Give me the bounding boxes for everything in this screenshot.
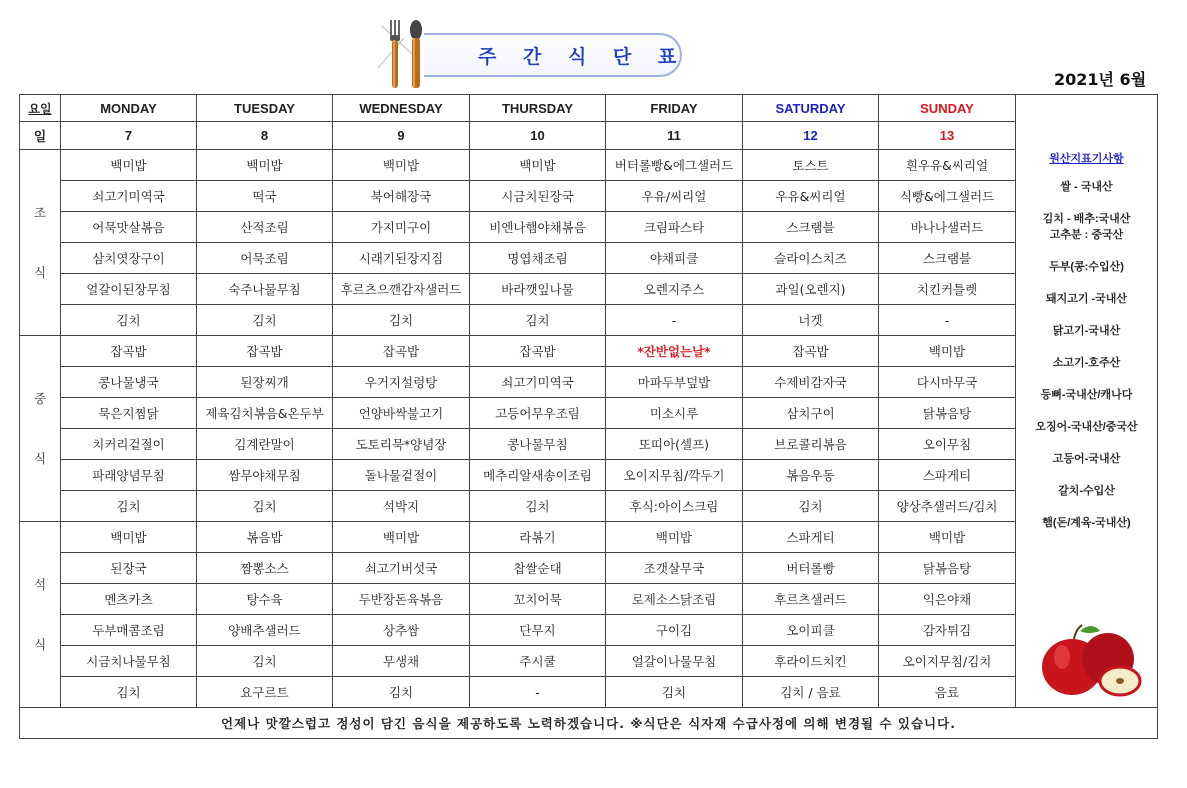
menu-item: 과일(오렌지) [743, 274, 879, 305]
menu-item: 바나나샐러드 [879, 212, 1016, 243]
menu-item: 가지미구이 [333, 212, 470, 243]
menu-item: 찹쌀순대 [470, 553, 606, 584]
menu-item: 멘츠카츠 [61, 584, 197, 615]
table-row [20, 398, 1158, 429]
menu-item: 오이피클 [743, 615, 879, 646]
menu-item: 김치 [743, 491, 879, 522]
table-row [20, 646, 1158, 677]
menu-item: 김계란말이 [197, 429, 333, 460]
table-row [20, 584, 1158, 615]
menu-item: 양상추샐러드/김치 [879, 491, 1016, 522]
menu-item: 언양바싹불고기 [333, 398, 470, 429]
menu-item: 슬라이스치즈 [743, 243, 879, 274]
menu-item: 조갯살무국 [606, 553, 743, 584]
table-row [20, 522, 1158, 553]
meal-label-char: 중 [33, 390, 47, 406]
menu-item: 후르츠샐러드 [743, 584, 879, 615]
menu-item: 백미밥 [61, 150, 197, 181]
menu-item: 잡곡밥 [743, 336, 879, 367]
menu-item: 짬뽕소스 [197, 553, 333, 584]
menu-item: 익은야채 [879, 584, 1016, 615]
table-row [20, 429, 1158, 460]
menu-item: 볶음밥 [197, 522, 333, 553]
menu-item: 얼갈이나물무침 [606, 646, 743, 677]
origin-item: 두부(콩:수입산) [1049, 261, 1124, 273]
menu-item: 백미밥 [333, 522, 470, 553]
day-date: 11 [606, 122, 743, 150]
menu-item: 백미밥 [470, 150, 606, 181]
menu-item: 후르츠으깬감자샐러드 [333, 274, 470, 305]
menu-item: 김치 [61, 677, 197, 708]
lunch-label [20, 336, 61, 522]
menu-item: 잡곡밥 [61, 336, 197, 367]
menu-item: 명엽채조림 [470, 243, 606, 274]
menu-item: 떡국 [197, 181, 333, 212]
menu-item: - [879, 305, 1016, 336]
menu-item: 김치 [606, 677, 743, 708]
day-date: 10 [470, 122, 606, 150]
menu-item: 잡곡밥 [470, 336, 606, 367]
menu-item: 삼치구이 [743, 398, 879, 429]
menu-item: 스크램블 [743, 212, 879, 243]
menu-item: 볶음우동 [743, 460, 879, 491]
page-title: 주 간 식 단 표 [478, 46, 687, 68]
menu-item: 북어해장국 [333, 181, 470, 212]
menu-item: 버터롤빵&에그샐러드 [606, 150, 743, 181]
menu-item: 닭볶음탕 [879, 553, 1016, 584]
menu-item: 된장국 [61, 553, 197, 584]
menu-item: 백미밥 [61, 522, 197, 553]
menu-item: 김치 [61, 305, 197, 336]
day-name-tuesday: TUESDAY [197, 95, 333, 122]
menu-item: 구이김 [606, 615, 743, 646]
table-row [20, 491, 1158, 522]
day-name-thursday: THURSDAY [470, 95, 606, 122]
menu-item: - [470, 677, 606, 708]
menu-item: 스파게티 [879, 460, 1016, 491]
menu-item: 잡곡밥 [333, 336, 470, 367]
table-row [20, 615, 1158, 646]
breakfast-label [20, 150, 61, 336]
menu-item: 후라이드치킨 [743, 646, 879, 677]
menu-item: *잔반없는날* [606, 336, 743, 367]
day-date: 7 [61, 122, 197, 150]
apple-icon [1030, 619, 1142, 699]
table-row [20, 553, 1158, 584]
menu-item: 시래기된장지짐 [333, 243, 470, 274]
menu-item: 김치 [333, 677, 470, 708]
day-name-monday: MONDAY [61, 95, 197, 122]
menu-item: 우유/씨리얼 [606, 181, 743, 212]
menu-item: 라볶기 [470, 522, 606, 553]
menu-item: 쇠고기미역국 [470, 367, 606, 398]
menu-item: 미소시루 [606, 398, 743, 429]
menu-item: 스파게티 [743, 522, 879, 553]
menu-item: 된장찌개 [197, 367, 333, 398]
day-label: 일 [20, 122, 61, 150]
table-row [20, 460, 1158, 491]
menu-item: 식빵&에그샐러드 [879, 181, 1016, 212]
origin-list [1016, 95, 1157, 531]
origin-item: 돼지고기 -국내산 [1045, 293, 1128, 305]
menu-item: 두부매콤조림 [61, 615, 197, 646]
menu-item: 후식:아이스크림 [606, 491, 743, 522]
day-date: 9 [333, 122, 470, 150]
menu-item: 잡곡밥 [197, 336, 333, 367]
page-header [0, 0, 1187, 94]
menu-item: 김치 [197, 646, 333, 677]
menu-item: 양배추샐러드 [197, 615, 333, 646]
menu-item: 탕수육 [197, 584, 333, 615]
menu-item: 마파두부덮밥 [606, 367, 743, 398]
menu-date: 2021년 6월 [1054, 70, 1147, 89]
menu-item: 상추쌈 [333, 615, 470, 646]
menu-item: 김치 [470, 491, 606, 522]
origin-info-panel [1016, 95, 1158, 708]
table-row [20, 181, 1158, 212]
menu-item: 토스트 [743, 150, 879, 181]
day-date: 13 [879, 122, 1016, 150]
day-name-friday: FRIDAY [606, 95, 743, 122]
menu-item: 우거지설렁탕 [333, 367, 470, 398]
menu-item: 도토리묵*양념장 [333, 429, 470, 460]
menu-item: 오이지무침/김치 [879, 646, 1016, 677]
menu-item: 브로콜리볶음 [743, 429, 879, 460]
origin-item: 갈치-수입산 [1058, 485, 1115, 497]
menu-item: 쇠고기버섯국 [333, 553, 470, 584]
table-row [20, 274, 1158, 305]
weekday-label: 요일 [20, 95, 61, 122]
menu-item: 산적조림 [197, 212, 333, 243]
menu-item: 시금치나물무침 [61, 646, 197, 677]
menu-item: 단무지 [470, 615, 606, 646]
meal-label-char: 식 [33, 636, 47, 652]
menu-item: 비엔나햄야채볶음 [470, 212, 606, 243]
menu-item: 요구르트 [197, 677, 333, 708]
menu-item: 김치 [333, 305, 470, 336]
weekly-menu-table [19, 94, 1158, 739]
origin-item: 오징어-국내산/중국산 [1035, 421, 1138, 433]
menu-item: 너겟 [743, 305, 879, 336]
menu-item: 수제비감자국 [743, 367, 879, 398]
menu-item: 백미밥 [333, 150, 470, 181]
menu-item: 꼬치어묵 [470, 584, 606, 615]
day-name-saturday: SATURDAY [743, 95, 879, 122]
menu-item: 백미밥 [606, 522, 743, 553]
menu-item: 다시마무국 [879, 367, 1016, 398]
meal-label-char: 식 [33, 450, 47, 466]
day-date: 12 [743, 122, 879, 150]
origin-item: 고등어-국내산 [1052, 453, 1121, 465]
origin-item: 등뼈-국내산/캐나다 [1040, 389, 1133, 401]
table-row [20, 150, 1158, 181]
menu-item: 돌나물겉절이 [333, 460, 470, 491]
table-row [20, 305, 1158, 336]
table-row [20, 367, 1158, 398]
menu-item: 메추리알새송이조림 [470, 460, 606, 491]
footer-notice: 언제나 맛깔스럽고 정성이 담긴 음식을 제공하도록 노력하겠습니다. ※식단은 식자재 수급사정에 의해 변경될 수 있습니다. [20, 708, 1158, 739]
menu-item: 콩나물냉국 [61, 367, 197, 398]
meal-label-char: 식 [33, 264, 47, 280]
menu-item: 흰우유&씨리얼 [879, 150, 1016, 181]
menu-item: 석박지 [333, 491, 470, 522]
table-row [20, 336, 1158, 367]
menu-item: 백미밥 [879, 522, 1016, 553]
day-name-wednesday: WEDNESDAY [333, 95, 470, 122]
table-row [20, 677, 1158, 708]
menu-item: 얼갈이된장무침 [61, 274, 197, 305]
menu-item: 어묵맛살볶음 [61, 212, 197, 243]
meal-label-char: 조 [33, 204, 47, 220]
origin-item: 김치 - 배추:국내산 고추분 : 중국산 [1042, 213, 1131, 241]
menu-item: 쇠고기미역국 [61, 181, 197, 212]
menu-item: 고등어무우조림 [470, 398, 606, 429]
menu-item: 김치 [197, 305, 333, 336]
menu-item: 김치 / 음료 [743, 677, 879, 708]
table-row [20, 243, 1158, 274]
menu-item: 음료 [879, 677, 1016, 708]
dinner-label [20, 522, 61, 708]
menu-item: 시금치된장국 [470, 181, 606, 212]
menu-item: 백미밥 [879, 336, 1016, 367]
menu-item: 삼치엿장구이 [61, 243, 197, 274]
origin-item: 햄(돈/계육-국내산) [1042, 517, 1131, 529]
menu-item: 김치 [470, 305, 606, 336]
menu-item: 감자튀김 [879, 615, 1016, 646]
meal-label-char: 석 [33, 576, 47, 592]
menu-item: 야채피클 [606, 243, 743, 274]
menu-item: 김치 [197, 491, 333, 522]
menu-item: 숙주나물무침 [197, 274, 333, 305]
origin-item: 닭고기-국내산 [1052, 325, 1121, 337]
menu-item: - [606, 305, 743, 336]
menu-item: 어묵조림 [197, 243, 333, 274]
menu-item: 주시쿨 [470, 646, 606, 677]
menu-item: 두반장돈육볶음 [333, 584, 470, 615]
menu-item: 무생채 [333, 646, 470, 677]
menu-item: 버터롤빵 [743, 553, 879, 584]
menu-item: 스크램블 [879, 243, 1016, 274]
day-name-sunday: SUNDAY [879, 95, 1016, 122]
origin-item: 소고기-호주산 [1052, 357, 1121, 369]
menu-item: 파래양념무침 [61, 460, 197, 491]
menu-item: 오이지무침/깍두기 [606, 460, 743, 491]
menu-item: 쌈무야채무침 [197, 460, 333, 491]
menu-item: 오렌지주스 [606, 274, 743, 305]
menu-item: 우유&씨리얼 [743, 181, 879, 212]
menu-item: 콩나물무침 [470, 429, 606, 460]
table-row [20, 212, 1158, 243]
origin-heading: 원산지표기사항 [1049, 153, 1124, 165]
menu-item: 또띠아(셀프) [606, 429, 743, 460]
menu-item: 김치 [61, 491, 197, 522]
menu-item: 오이무침 [879, 429, 1016, 460]
origin-item: 쌀 - 국내산 [1060, 181, 1113, 193]
menu-item: 바라깻잎나물 [470, 274, 606, 305]
menu-item: 닭볶음탕 [879, 398, 1016, 429]
menu-item: 제육김치볶음&온두부 [197, 398, 333, 429]
menu-item: 묵은지찜닭 [61, 398, 197, 429]
menu-item: 치커리겉절이 [61, 429, 197, 460]
menu-item: 백미밥 [197, 150, 333, 181]
menu-item: 치킨커틀렛 [879, 274, 1016, 305]
menu-item: 크림파스타 [606, 212, 743, 243]
day-date: 8 [197, 122, 333, 150]
menu-item: 로제소스닭조림 [606, 584, 743, 615]
